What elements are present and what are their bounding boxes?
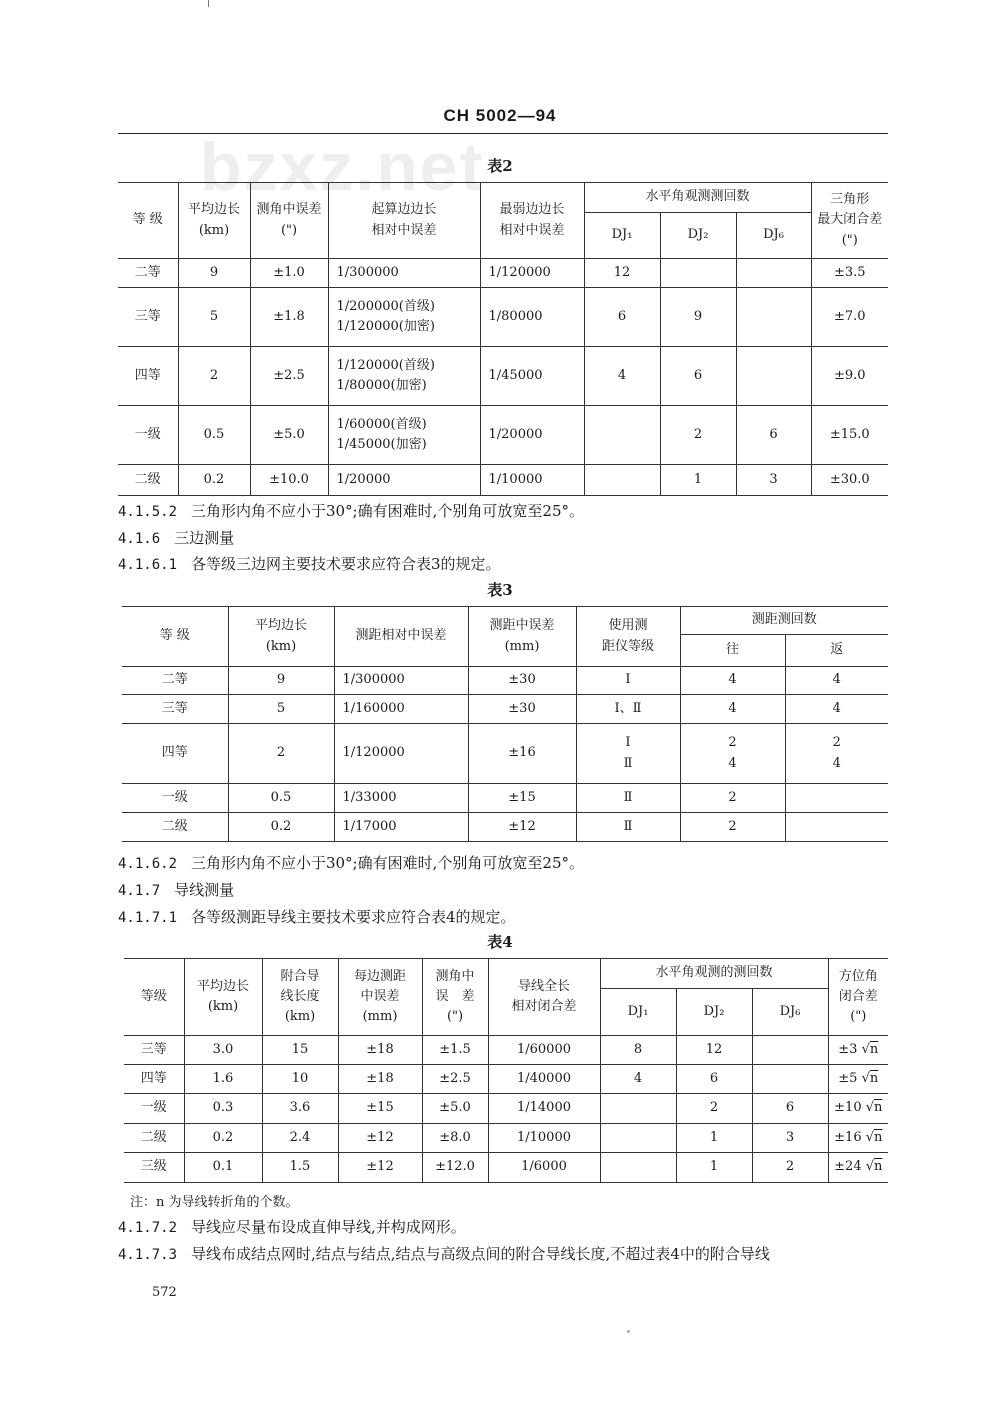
table-row xyxy=(124,1153,888,1183)
cell-instrument: Ⅰ xyxy=(576,667,680,695)
cell-err: ±30 xyxy=(468,667,576,695)
header-forward: 往 xyxy=(680,635,785,667)
table-row xyxy=(124,1036,888,1065)
table-row xyxy=(124,1065,888,1094)
cell-weak: 1/20000 xyxy=(480,406,584,465)
cell-azimuth: ±24 √n xyxy=(828,1153,888,1183)
cell-total: 1/10000 xyxy=(488,1124,600,1153)
cell-total: 1/40000 xyxy=(488,1065,600,1094)
cell-dj1 xyxy=(584,406,660,465)
para-4-1-6-1: 4.1.6.1 各等级三边网主要技术要求应符合表3的规定。 xyxy=(118,555,501,573)
cell-closure: ±9.0 xyxy=(811,347,888,406)
cell-angle: ±12.0 xyxy=(422,1153,488,1183)
cell-grade: 二等 xyxy=(122,667,228,695)
header-closure: 三角形 最大闭合差 (") xyxy=(811,183,888,259)
cell-angle: ±1.8 xyxy=(250,288,328,347)
cell-rel: 1/17000 xyxy=(334,813,468,842)
cell-avg: 2 xyxy=(178,347,250,406)
cell-dj2: 12 xyxy=(676,1036,752,1065)
cell-dj6 xyxy=(736,288,811,347)
cell-avg: 9 xyxy=(178,259,250,288)
scan-speck xyxy=(627,1330,630,1333)
header-grade: 等 级 xyxy=(122,607,228,667)
header-avg-side: 平均边长 (km) xyxy=(184,959,262,1036)
cell-grade: 三等 xyxy=(118,288,178,347)
header-rule xyxy=(118,133,888,134)
header-back: 返 xyxy=(785,635,888,667)
cell-dj2: 2 xyxy=(676,1094,752,1124)
cell-dj6: 3 xyxy=(752,1124,828,1153)
cell-total: 1/6000 xyxy=(488,1153,600,1183)
cell-azimuth: ±5 √n xyxy=(828,1065,888,1094)
para-4-1-7-3: 4.1.7.3 导线布成结点网时,结点与结点,结点与高级点间的附合导线长度,不超过表4中的附合导线 xyxy=(118,1245,770,1263)
cell-side: ±12 xyxy=(338,1153,422,1183)
header-dist-error: 测距中误差 (mm) xyxy=(468,607,576,667)
cell-forward: 2 xyxy=(680,813,785,842)
cell-dj1 xyxy=(584,465,660,496)
page-number: 572 xyxy=(152,1285,177,1300)
header-dj2: DJ₂ xyxy=(676,989,752,1036)
cell-dj6 xyxy=(736,259,811,288)
cell-start: 1/200000(首级) 1/120000(加密) xyxy=(328,288,480,347)
cell-grade: 二级 xyxy=(124,1124,184,1153)
cell-start: 1/20000 xyxy=(328,465,480,496)
cell-grade: 四等 xyxy=(122,724,228,784)
header-attached-length: 附合导 线长度 (km) xyxy=(262,959,338,1036)
header-total-closure: 导线全长 相对闭合差 xyxy=(488,959,600,1036)
cell-total: 1/60000 xyxy=(488,1036,600,1065)
header-start-side: 起算边边长 相对中误差 xyxy=(328,183,480,259)
cell-dj2: 1 xyxy=(660,465,736,496)
cell-dj1: 4 xyxy=(600,1065,676,1094)
table-row xyxy=(122,724,888,784)
header-grade: 等级 xyxy=(124,959,184,1036)
table-row xyxy=(118,406,888,465)
cell-instrument: Ⅱ xyxy=(576,813,680,842)
para-4-1-7-2: 4.1.7.2 导线应尽量布设成直伸导线,并构成网形。 xyxy=(118,1218,466,1236)
header-angle-error: 测角中误差 (") xyxy=(250,183,328,259)
header-avg-side: 平均边长 (km) xyxy=(178,183,250,259)
cell-instrument: Ⅱ xyxy=(576,784,680,813)
header-dj1: DJ₁ xyxy=(584,213,660,259)
cell-dj1: 12 xyxy=(584,259,660,288)
cell-grade: 二级 xyxy=(122,813,228,842)
table3-caption: 表3 xyxy=(487,581,513,599)
table-row xyxy=(124,1094,888,1124)
cell-rel: 1/33000 xyxy=(334,784,468,813)
cell-angle: ±1.5 xyxy=(422,1036,488,1065)
cell-dj6: 6 xyxy=(752,1094,828,1124)
cell-rel: 1/160000 xyxy=(334,695,468,724)
cell-dj1: 8 xyxy=(600,1036,676,1065)
header-grade: 等 级 xyxy=(118,183,178,259)
table-row xyxy=(124,1124,888,1153)
cell-angle: ±10.0 xyxy=(250,465,328,496)
cell-dj2: 1 xyxy=(676,1124,752,1153)
cell-angle: ±1.0 xyxy=(250,259,328,288)
cell-grade: 二等 xyxy=(118,259,178,288)
cell-start: 1/120000(首级) 1/80000(加密) xyxy=(328,347,480,406)
cell-weak: 1/80000 xyxy=(480,288,584,347)
cell-dj6: 6 xyxy=(736,406,811,465)
cell-angle: ±5.0 xyxy=(422,1094,488,1124)
header-instrument: 使用测 距仪等级 xyxy=(576,607,680,667)
cell-avg: 0.2 xyxy=(178,465,250,496)
cell-dj6 xyxy=(752,1065,828,1094)
cell-avg: 5 xyxy=(228,695,334,724)
cell-err: ±12 xyxy=(468,813,576,842)
cell-length: 3.6 xyxy=(262,1094,338,1124)
para-4-1-6-2: 4.1.6.2 三角形内角不应小于30°;确有困难时,个别角可放宽至25°。 xyxy=(118,854,585,872)
header-rounds: 水平角观测的测回数 xyxy=(600,959,828,989)
cell-azimuth: ±10 √n xyxy=(828,1094,888,1124)
cell-avg: 0.1 xyxy=(184,1153,262,1183)
cell-rel: 1/300000 xyxy=(334,667,468,695)
table-row xyxy=(118,259,888,288)
table-row xyxy=(118,465,888,496)
cell-grade: 四等 xyxy=(124,1065,184,1094)
header-side-error: 每边测距 中误差 (mm) xyxy=(338,959,422,1036)
cell-weak: 1/120000 xyxy=(480,259,584,288)
cell-dj2: 2 xyxy=(660,406,736,465)
cell-dj6: 2 xyxy=(752,1153,828,1183)
cell-side: ±18 xyxy=(338,1036,422,1065)
table2-caption: 表2 xyxy=(487,157,513,175)
cell-avg: 0.5 xyxy=(228,784,334,813)
table4-caption: 表4 xyxy=(487,933,513,951)
header-weak-side: 最弱边边长 相对中误差 xyxy=(480,183,584,259)
cell-length: 10 xyxy=(262,1065,338,1094)
cell-total: 1/14000 xyxy=(488,1094,600,1124)
cell-length: 15 xyxy=(262,1036,338,1065)
cell-avg: 0.2 xyxy=(228,813,334,842)
cell-back xyxy=(785,784,888,813)
table-row xyxy=(118,288,888,347)
cell-side: ±18 xyxy=(338,1065,422,1094)
header-avg-side: 平均边长 (km) xyxy=(228,607,334,667)
table-row xyxy=(122,695,888,724)
cell-dj1 xyxy=(600,1153,676,1183)
header-dj2: DJ₂ xyxy=(660,213,736,259)
cell-start: 1/60000(首级) 1/45000(加密) xyxy=(328,406,480,465)
cell-avg: 1.6 xyxy=(184,1065,262,1094)
cell-grade: 三级 xyxy=(124,1153,184,1183)
cell-dj2: 9 xyxy=(660,288,736,347)
table-row xyxy=(118,347,888,406)
cell-dj6: 3 xyxy=(736,465,811,496)
cell-avg: 0.2 xyxy=(184,1124,262,1153)
para-4-1-7-1: 4.1.7.1 各等级测距导线主要技术要求应符合表4的规定。 xyxy=(118,908,516,926)
cell-closure: ±7.0 xyxy=(811,288,888,347)
cell-closure: ±15.0 xyxy=(811,406,888,465)
cell-closure: ±3.5 xyxy=(811,259,888,288)
cell-avg: 3.0 xyxy=(184,1036,262,1065)
cell-back: 2 4 xyxy=(785,724,888,784)
para-4-1-6: 4.1.6 三边测量 xyxy=(118,529,235,547)
cell-instrument: Ⅰ、Ⅱ xyxy=(576,695,680,724)
cell-grade: 二级 xyxy=(118,465,178,496)
standard-code: CH 5002—94 xyxy=(443,106,557,125)
cell-err: ±30 xyxy=(468,695,576,724)
cell-grade: 四等 xyxy=(118,347,178,406)
watermark: bzxz.net xyxy=(200,129,485,205)
cell-avg: 0.5 xyxy=(178,406,250,465)
cell-closure: ±30.0 xyxy=(811,465,888,496)
table-row xyxy=(122,784,888,813)
cell-forward: 4 xyxy=(680,667,785,695)
cell-dj1: 6 xyxy=(584,288,660,347)
cell-instrument: Ⅰ Ⅱ xyxy=(576,724,680,784)
para-4-1-5-2: 4.1.5.2 三角形内角不应小于30°;确有困难时,个别角可放宽至25°。 xyxy=(118,502,585,520)
cell-avg: 2 xyxy=(228,724,334,784)
cell-back xyxy=(785,813,888,842)
cell-dj2 xyxy=(660,259,736,288)
cell-err: ±15 xyxy=(468,784,576,813)
header-dist-relative: 测距相对中误差 xyxy=(334,607,468,667)
cell-avg: 9 xyxy=(228,667,334,695)
cell-rel: 1/120000 xyxy=(334,724,468,784)
cell-angle: ±2.5 xyxy=(422,1065,488,1094)
header-dist-rounds: 测距测回数 xyxy=(680,607,888,635)
cell-length: 1.5 xyxy=(262,1153,338,1183)
cell-dj6 xyxy=(752,1036,828,1065)
cell-side: ±12 xyxy=(338,1124,422,1153)
scan-mark xyxy=(208,0,209,7)
cell-forward: 2 4 xyxy=(680,724,785,784)
cell-dj2: 6 xyxy=(676,1065,752,1094)
cell-grade: 一级 xyxy=(118,406,178,465)
header-rounds: 水平角观测测回数 xyxy=(584,183,811,213)
cell-avg: 0.3 xyxy=(184,1094,262,1124)
table-4 xyxy=(124,958,888,1183)
cell-back: 4 xyxy=(785,695,888,724)
header-dj1: DJ₁ xyxy=(600,989,676,1036)
cell-angle: ±5.0 xyxy=(250,406,328,465)
cell-grade: 一级 xyxy=(124,1094,184,1124)
table4-note: 注：n 为导线转折角的个数。 xyxy=(130,1195,299,1210)
table-row xyxy=(122,813,888,842)
cell-avg: 5 xyxy=(178,288,250,347)
header-azimuth: 方位角 闭合差 (") xyxy=(828,959,888,1036)
cell-back: 4 xyxy=(785,667,888,695)
cell-weak: 1/45000 xyxy=(480,347,584,406)
cell-dj1: 4 xyxy=(584,347,660,406)
cell-angle: ±2.5 xyxy=(250,347,328,406)
header-dj6: DJ₆ xyxy=(752,989,828,1036)
cell-dj2: 1 xyxy=(676,1153,752,1183)
cell-weak: 1/10000 xyxy=(480,465,584,496)
cell-dj6 xyxy=(736,347,811,406)
cell-angle: ±8.0 xyxy=(422,1124,488,1153)
cell-grade: 一级 xyxy=(122,784,228,813)
cell-forward: 2 xyxy=(680,784,785,813)
cell-start: 1/300000 xyxy=(328,259,480,288)
para-4-1-7: 4.1.7 导线测量 xyxy=(118,881,235,899)
header-angle-error: 测角中 误 差 (") xyxy=(422,959,488,1036)
table-3 xyxy=(122,606,888,842)
cell-grade: 三等 xyxy=(122,695,228,724)
cell-err: ±16 xyxy=(468,724,576,784)
cell-azimuth: ±16 √n xyxy=(828,1124,888,1153)
cell-forward: 4 xyxy=(680,695,785,724)
cell-dj1 xyxy=(600,1094,676,1124)
table-2 xyxy=(118,182,888,496)
cell-side: ±15 xyxy=(338,1094,422,1124)
cell-grade: 三等 xyxy=(124,1036,184,1065)
cell-length: 2.4 xyxy=(262,1124,338,1153)
cell-dj1 xyxy=(600,1124,676,1153)
header-dj6: DJ₆ xyxy=(736,213,811,259)
cell-dj2: 6 xyxy=(660,347,736,406)
cell-azimuth: ±3 √n xyxy=(828,1036,888,1065)
table-row xyxy=(122,667,888,695)
